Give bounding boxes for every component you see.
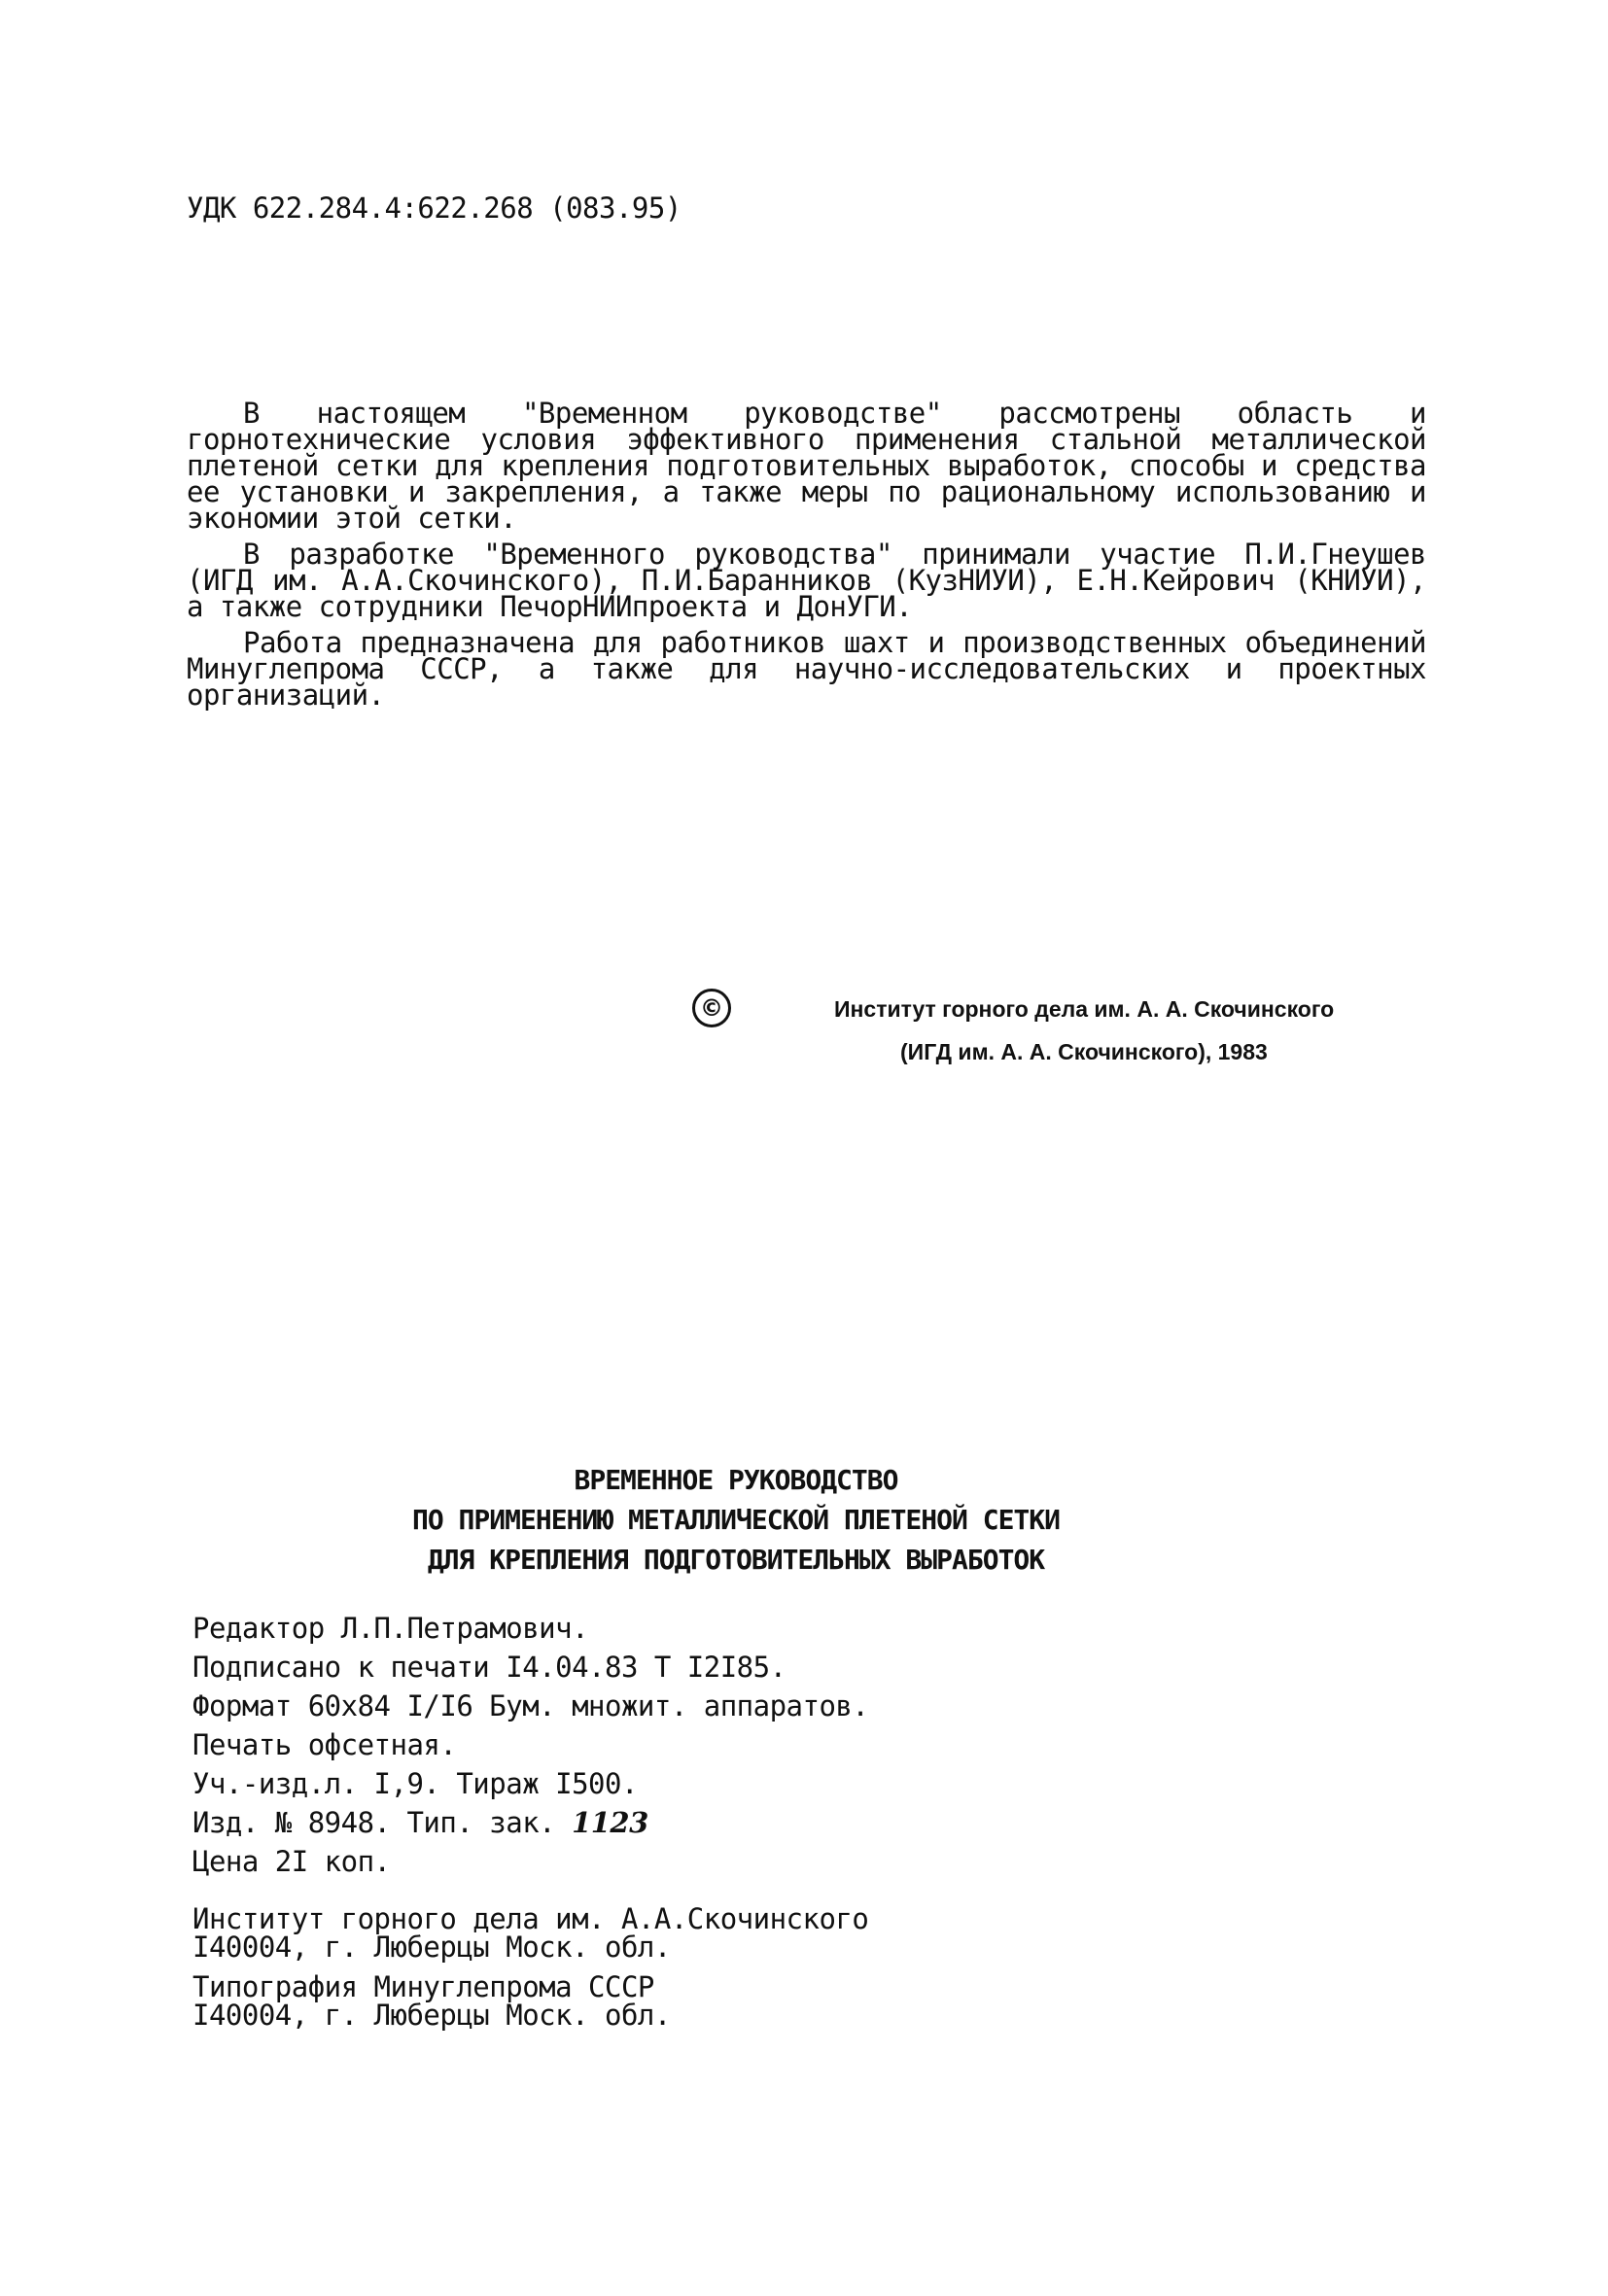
institute-location: I40004, г. Люберцы Моск. обл. — [192, 1931, 671, 1964]
copyright-icon: © — [692, 989, 731, 1027]
imprint-order-prefix: Изд. № 8948. Тип. зак. — [192, 1806, 556, 1839]
title-line: ВРЕМЕННОЕ РУКОВОДСТВО — [574, 1464, 898, 1496]
imprint-price: Цена 2I коп. — [192, 1845, 391, 1878]
abstract — [187, 397, 1426, 718]
institute-address — [192, 1902, 1262, 1964]
copyright-year-line: (ИГД им. А. А. Скочинского), 1983 — [900, 1039, 1268, 1064]
udk-code: УДК 622.284.4:622.268 (083.95) — [187, 191, 682, 225]
imprint-editor: Редактор Л.П.Петрамович. — [192, 1612, 589, 1645]
title-line: ПО ПРИМЕНЕНИЮ МЕТАЛЛИЧЕСКОЙ ПЛЕТЕНОЙ СЕТКИ — [411, 1504, 1060, 1536]
copyright-holder: Институт горного дела им. А. А. Скочинского — [834, 996, 1335, 1022]
abstract-paragraph: Работа предназначена для работников шахт и производственных объединений Минуглепрома СССР, а также для научно-исследовательских и проектных организаций. — [187, 626, 1426, 712]
imprint-block — [192, 1609, 1262, 1881]
addresses-block — [192, 1902, 1262, 2041]
imprint-printing: Печать офсетная. — [192, 1728, 457, 1761]
imprint-order-number: 1123 — [572, 1806, 648, 1839]
printing-house-name: Типография Минуглепрома СССР — [192, 1970, 654, 2003]
document-title — [187, 1460, 1285, 1580]
imprint-volume: Уч.-изд.л. I,9. Тираж I500. — [192, 1767, 638, 1800]
abstract-paragraph: В разработке "Временного руководства" принимали участие П.И.Гнеушев (ИГД им. А.А.Скочинского), П.И.Баранников (КузНИУИ), Е.Н.Кейрович (КНИУИ), а также сотрудники ПечорНИИпроекта и ДонУГИ. — [187, 538, 1426, 623]
printing-house-address — [192, 1970, 1262, 2032]
abstract-paragraph: В настоящем "Временном руководстве" рассмотрены область и горнотехнические условия эффективного применения стальной металлической плетеной сетки для крепления подготовительных выработок, способы и средства ее установки и закрепления, а также меры по рациональному использованию и экономии этой сетки. — [187, 397, 1426, 535]
title-line: ДЛЯ КРЕПЛЕНИЯ ПОДГОТОВИТЕЛЬНЫХ ВЫРАБОТОК — [427, 1544, 1045, 1576]
printing-house-location: I40004, г. Люберцы Моск. обл. — [192, 1999, 671, 2032]
imprint-signed: Подписано к печати I4.04.83 Т I2I85. — [192, 1651, 787, 1684]
imprint-order — [192, 1803, 1262, 1842]
imprint-format: Формат 60х84 I/I6 Бум. множит. аппаратов. — [192, 1689, 869, 1722]
institute-name: Институт горного дела им. А.А.Скочинского — [192, 1902, 869, 1935]
